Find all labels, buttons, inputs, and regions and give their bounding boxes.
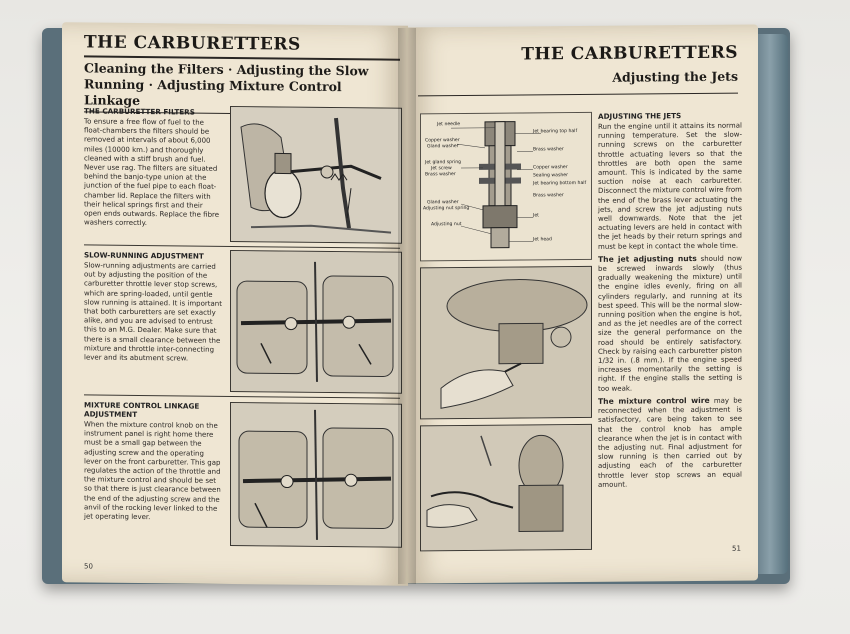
left-page-number: 50 [84, 562, 93, 571]
callout-copper-washer-2: Copper washer [533, 165, 568, 171]
left-page-header: THE CARBURETTERS [84, 32, 301, 55]
callout-jet-bearing-top: Jet bearing top half [533, 129, 578, 135]
jet-diagram-drawing [421, 113, 591, 260]
callout-gland-washer-2: Gland washer [427, 200, 459, 206]
section-title: ADJUSTING THE JETS [598, 111, 682, 121]
callout-jet: Jet [533, 213, 539, 219]
callout-jet-bearing-bottom: Jet bearing bottom half [533, 180, 587, 187]
section-divider [84, 394, 400, 398]
callout-jet-gland-spring: Jet gland spring [425, 160, 462, 166]
section-slow-running [84, 250, 222, 364]
jet-diagram [420, 112, 592, 262]
callout-sealing-washer: Sealing washer [533, 173, 568, 179]
mixture-wire-drawing [421, 425, 591, 550]
paragraph-1: Run the engine until it attains its normal running temperature. Set the slow-running screws on the carburetter throttle actuating levers so that the throttles are both open the same amount. This is indicated by the same suction noise at each carburetter. Disconnect the mixture control wire from the end of the brass lever actuating the jets, and screw the jet adjusting nuts well downwards. Note that the jet actuating levers are held in contact with the jet heads by their return springs and must be kept in contact the whole time. [598, 121, 742, 251]
callout-brass-washer: Brass washer [533, 147, 564, 153]
section-title: THE CARBURETTER FILTERS [84, 106, 195, 117]
slow-running-illustration [230, 250, 402, 394]
section-text: When the mixture control knob on the instrument panel is right home there must be a small gap between the adjusting screw and the operating lever on the front carburetter. This gap regulates the action of the throttle and the mixture control and should be set so that there is just clearance between the end of the adjusting screw and the anvil of the rocking lever linked to the jet operating lever. [84, 420, 221, 522]
section-divider [84, 244, 400, 248]
right-page-subtitle: Adjusting the Jets [612, 68, 738, 85]
section-text: Slow-running adjustments are carried out by adjusting the position of the carburetter throttle lever stop screws, which are spring-loaded, until gentle slow running is attained. It is important that both carburetters are set exactly alike, and you are advised to entrust this to an M.G. Dealer. Make sure that there is a small clearance between the mixture and throttle inter-connecting lever and its abutment screw. [84, 261, 222, 363]
mixture-linkage-illustration [230, 402, 402, 548]
adjusting-jets-section [598, 111, 742, 490]
mixture-wire-illustration [420, 424, 592, 552]
callout-copper-washer: Copper washer [425, 138, 460, 144]
paragraph-3: may be reconnected when the adjustment is satisfactory, care being taken to see that the control knob has ample clearance when the jet is in contact with the adjusting nut. Final adjustment for slow running is then carried out by adjusting each of the carburetter throttle lever stop screws an equal amount. [598, 396, 742, 489]
jet-adjust-illustration [420, 266, 592, 420]
filter-drawing [231, 107, 401, 243]
callout-brass-washer-2: Brass washer [425, 172, 456, 178]
callout-adjusting-nut-spring: Adjusting nut spring [423, 205, 470, 212]
paragraph-2-lead: The jet adjusting nuts [598, 253, 697, 264]
section-filters [84, 106, 222, 229]
paragraph-3-lead: The mixture control wire [598, 395, 710, 406]
section-title: MIXTURE CONTROL LINKAGE ADJUSTMENT [84, 400, 200, 419]
right-page-number: 51 [732, 544, 741, 553]
right-page-header: THE CARBURETTERS [521, 42, 738, 65]
jet-adjust-drawing [421, 267, 591, 418]
subtitle-rule [418, 93, 738, 97]
book-gutter [398, 28, 416, 584]
callout-brass-washer-3: Brass washer [533, 193, 564, 199]
callout-gland-washer: Gland washer [427, 144, 459, 150]
right-page [406, 24, 758, 583]
section-text: To ensure a free flow of fuel to the float-chambers the filters should be removed at intervals of about 6,000 miles (10000 km.) and thoroughly cleaned with a stiff brush and fuel. Never use rag. The filters are situated behind the banjo-type union at the junction of the fuel pipe to each float-chamber lid. Replace the filters with their helical springs first and their open ends outwards. Replace the fibre washers correctly. [84, 117, 220, 228]
paragraph-2: should now be screwed inwards slowly (thus gradually weakening the mixture) until the engine idles evenly, firing on all cylinders regularly, and running at its best speed. This will be the normal slow-running position when the engine is hot, and as the jet needles are of the correct size the general performance on the road should be entirely satisfactory. Check by raising each carburetter piston 1/32 in. (.8 mm.). If the engine speed increases momentarily the setting is right. If the engine stalls the setting is too weak. [598, 254, 742, 393]
book-cover-edge [758, 34, 788, 574]
section-title: SLOW-RUNNING ADJUSTMENT [84, 250, 204, 261]
section-mixture-linkage [84, 400, 222, 523]
slow-running-drawing [231, 251, 401, 393]
left-page-subtitle-line-1: Cleaning the Filters · Adjusting the Slow [84, 60, 369, 79]
left-page [62, 22, 408, 586]
callout-jet-needle: Jet needle [437, 122, 461, 128]
mixture-linkage-drawing [231, 403, 401, 547]
left-page-subtitle-line-2: Running · Adjusting Mixture Control Linkage [84, 76, 342, 109]
callout-jet-screw: Jet screw [431, 166, 452, 172]
filter-illustration [230, 106, 402, 244]
callout-jet-head: Jet head [533, 237, 552, 243]
callout-adjusting-nut: Adjusting nut [431, 222, 462, 228]
